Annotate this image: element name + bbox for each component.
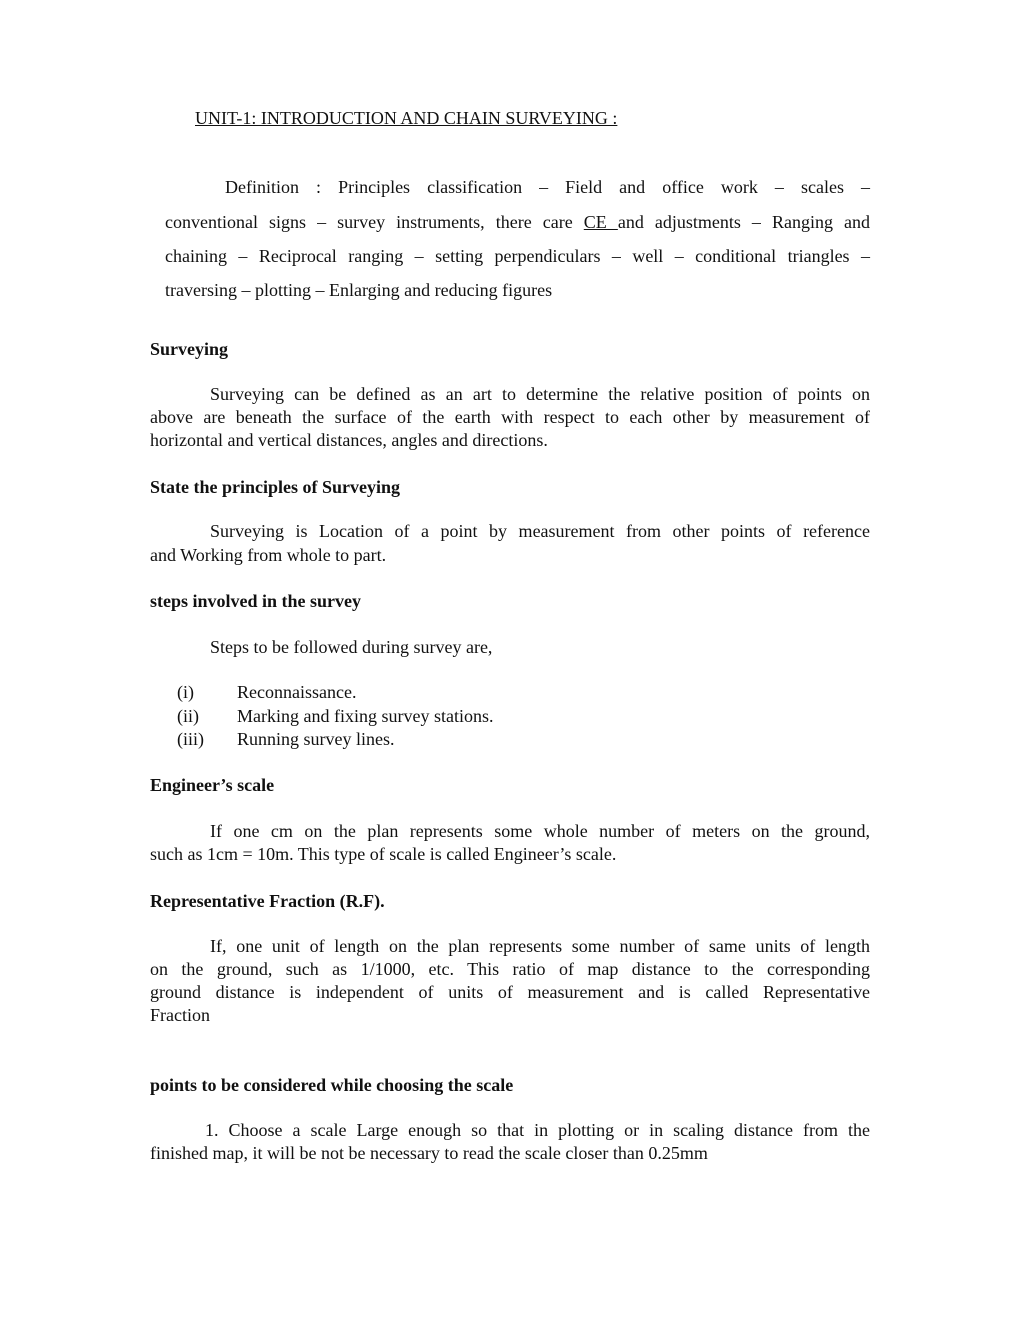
section-heading: steps involved in the survey [150, 591, 362, 611]
definition-line: chaining – Reciprocal ranging – setting perpendiculars – well – conditional triangles – [165, 246, 870, 266]
paragraph-line: finished map, it will be not be necessary to read the scale closer than 0.25mm [150, 1143, 708, 1163]
paragraph-line: If one cm on the plan represents some whole number of meters on the ground, [210, 821, 870, 841]
section-heading: Engineer’s scale [150, 775, 275, 795]
text: and adjustments – Ranging and [617, 212, 870, 232]
list-item: Marking and fixing survey stations. [237, 706, 494, 726]
list-number: (i) [177, 682, 194, 702]
section-heading: points to be considered while choosing the scale [150, 1075, 514, 1095]
section-heading: Representative Fraction (R.F). [150, 891, 385, 911]
paragraph-line: above are beneath the surface of the earth with respect to each other by measurement of [150, 407, 870, 427]
paragraph-line: on the ground, such as 1/1000, etc. This ratio of map distance to the corresponding [150, 959, 870, 979]
paragraph-line: and Working from whole to part. [150, 545, 387, 565]
list-number: (ii) [177, 706, 199, 726]
paragraph-line: Fraction [150, 1005, 210, 1025]
paragraph-line: horizontal and vertical distances, angles and directions. [150, 430, 548, 450]
underlined-text: CE [583, 212, 618, 232]
section-heading: Surveying [150, 339, 229, 359]
definition-line: traversing – plotting – Enlarging and reducing figures [165, 280, 553, 300]
paragraph-line: such as 1cm = 10m. This type of scale is called Engineer’s scale. [150, 844, 617, 864]
definition-line [165, 211, 870, 233]
text: conventional signs – survey instruments, there care [165, 212, 584, 232]
paragraph-line: 1. Choose a scale Large enough so that in plotting or in scaling distance from the [205, 1120, 870, 1140]
list-item: Reconnaissance. [237, 682, 357, 702]
paragraph-line: Steps to be followed during survey are, [210, 637, 493, 657]
paragraph-line: ground distance is independent of units of measurement and is called Representative [150, 982, 870, 1002]
definition-line: Definition : Principles classification – Field and office work – scales – [225, 177, 870, 197]
section-heading: State the principles of Surveying [150, 477, 400, 497]
paragraph-line: Surveying can be defined as an art to determine the relative position of points on [210, 384, 870, 404]
list-number: (iii) [177, 729, 204, 749]
paragraph-line: Surveying is Location of a point by measurement from other points of reference [210, 521, 870, 541]
unit-title: UNIT-1: INTRODUCTION AND CHAIN SURVEYING : [195, 108, 618, 128]
list-item: Running survey lines. [237, 729, 395, 749]
paragraph-line: If, one unit of length on the plan represents some number of same units of length [210, 936, 870, 956]
